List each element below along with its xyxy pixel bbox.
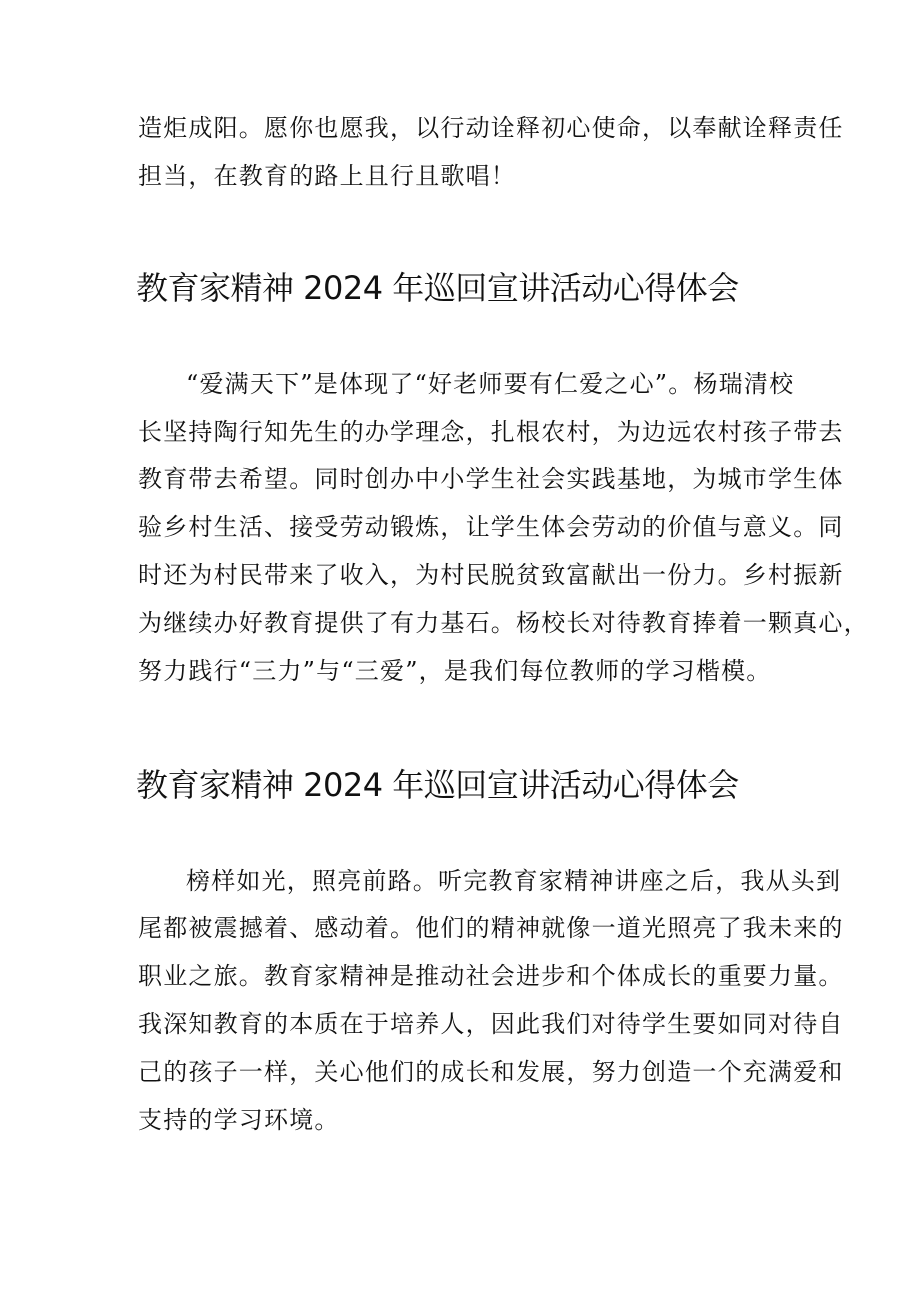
section-title: 教育家精神 2024 年巡回宣讲活动心得体会 xyxy=(136,766,739,804)
paragraph-line: 尾都被震撼着、感动着。他们的精神就像一道光照亮了我未来的 xyxy=(138,914,844,942)
paragraph-line: “爱满天下”是体现了“好老师要有仁爱之心”。杨瑞清校 xyxy=(186,370,795,398)
paragraph-line: 我深知教育的本质在于培养人，因此我们对待学生要如同对待自 xyxy=(138,1010,844,1038)
section-title: 教育家精神 2024 年巡回宣讲活动心得体会 xyxy=(136,269,739,307)
paragraph-line: 验乡村生活、接受劳动锻炼，让学生体会劳动的价值与意义。同 xyxy=(138,513,844,541)
paragraph-line: 支持的学习环境。 xyxy=(138,1106,340,1134)
paragraph-line: 己的孩子一样，关心他们的成长和发展，努力创造一个充满爱和 xyxy=(138,1058,844,1086)
paragraph-line: 时还为村民带来了收入，为村民脱贫致富献出一份力。乡村振新 xyxy=(138,561,844,589)
paragraph-line: 造炬成阳。愿你也愿我，以行动诠释初心使命，以奉献诠释责任 xyxy=(138,114,844,142)
paragraph-line: 榜样如光，照亮前路。听完教育家精神讲座之后，我从头到 xyxy=(186,867,842,895)
paragraph-line: 职业之旅。教育家精神是推动社会进步和个体成长的重要力量。 xyxy=(138,962,844,990)
paragraph-line: 努力践行“三力”与“三爱”，是我们每位教师的学习楷模。 xyxy=(138,657,772,685)
paragraph-line: 为继续办好教育提供了有力基石。杨校长对待教育捧着一颗真心， xyxy=(138,609,869,637)
paragraph-line: 担当，在教育的路上且行且歌唱！ xyxy=(138,162,516,190)
paragraph-line: 教育带去希望。同时创办中小学生社会实践基地，为城市学生体 xyxy=(138,465,844,493)
paragraph-line: 长坚持陶行知先生的办学理念，扎根农村，为边远农村孩子带去 xyxy=(138,418,844,446)
